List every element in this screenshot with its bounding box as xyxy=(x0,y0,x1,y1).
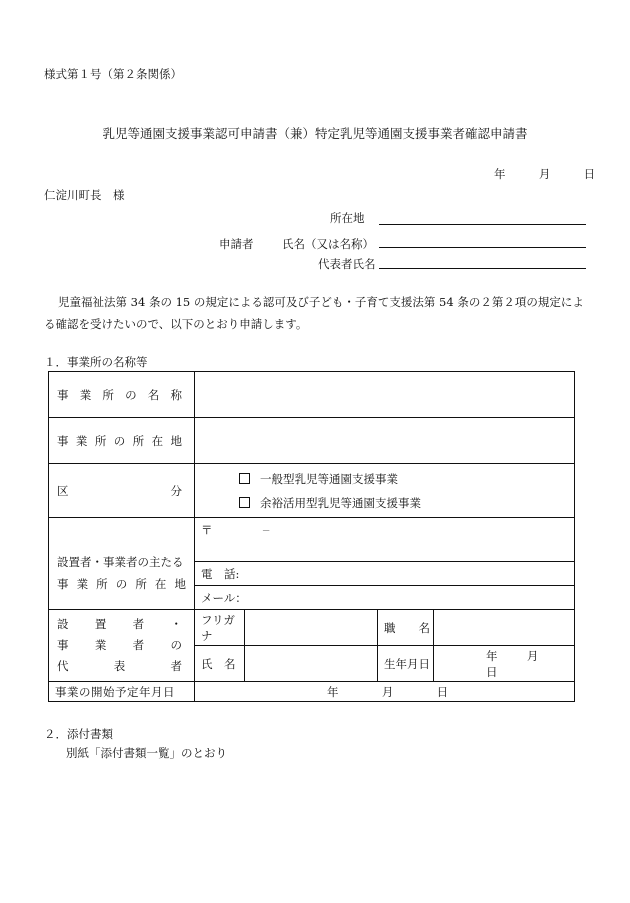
category-option-label: 一般型乳児等通園支援事業 xyxy=(260,471,398,486)
facility-name-field[interactable] xyxy=(195,372,575,418)
applicant-location-label: 所在地 xyxy=(330,211,365,225)
phone-label: 電 話: xyxy=(201,566,240,581)
rep-name-label: 氏 名 xyxy=(195,646,245,682)
facility-address-field[interactable] xyxy=(195,418,575,464)
start-date-field[interactable] xyxy=(195,682,575,702)
phone-field[interactable] xyxy=(195,562,575,586)
start-month-label: 月 xyxy=(381,684,394,699)
date-year-label: 年 xyxy=(494,167,506,181)
checkbox-icon[interactable] xyxy=(239,497,250,508)
application-statement: 児童福祉法第 34 条の 15 の規定による認可及び子ども・子育て支援法第 54 条の２第２項の規定による確認を受けたいので、以下のとおり申請します。 xyxy=(44,295,584,331)
start-day-label: 日 xyxy=(436,684,449,699)
table-row xyxy=(49,464,575,518)
email-label: メール： xyxy=(201,590,247,605)
dob-day-label: 日 xyxy=(486,664,498,679)
date-day-label: 日 xyxy=(583,167,596,181)
rep-name-field[interactable] xyxy=(245,646,378,682)
start-date-label: 事業の開始予定年月日 xyxy=(49,682,195,702)
applicant-location-field[interactable] xyxy=(379,224,586,225)
position-field[interactable] xyxy=(434,610,575,646)
category-option-label: 余裕活用型乳児等通園支援事業 xyxy=(260,495,421,510)
category-label xyxy=(49,464,195,518)
main-office-label xyxy=(49,518,195,610)
table-row xyxy=(49,518,575,562)
facility-name-label: 事業所の名称 xyxy=(49,372,195,418)
form-number: 様式第１号（第２条関係） xyxy=(44,67,182,81)
rep-label-line3: 代表者 xyxy=(57,659,182,673)
attachments-note: 別紙「添付書類一覧」のとおり xyxy=(66,746,227,760)
dob-year-label: 年 xyxy=(486,648,498,663)
submission-date xyxy=(494,166,595,182)
postal-mark: 〒 xyxy=(201,523,213,537)
rep-label-line2: 事業者の xyxy=(57,638,182,652)
dob-label: 生年月日 xyxy=(378,646,434,682)
postal-dash: － xyxy=(261,527,271,537)
category-label-right: 分 xyxy=(170,483,182,498)
email-field[interactable] xyxy=(195,586,575,610)
facility-info-table xyxy=(48,371,575,702)
table-row xyxy=(49,682,575,702)
addressee: 仁淀川町長 様 xyxy=(44,188,125,202)
main-office-label-line2: 事業所の所在地 xyxy=(57,576,186,591)
dob-field[interactable] xyxy=(434,646,575,682)
document-title: 乳児等通園支援事業認可申請書（兼）特定乳児等通園支援事業者確認申請書 xyxy=(102,126,528,141)
section1-heading: １．事業所の名称等 xyxy=(44,355,148,369)
applicant-rep-label: 代表者氏名 xyxy=(318,257,376,271)
applicant-name-label: 氏名（又は名称） xyxy=(282,237,374,251)
table-row xyxy=(49,610,575,646)
facility-address-label: 事業所の所在地 xyxy=(49,418,195,464)
representative-label xyxy=(49,610,195,682)
position-label: 職 名 xyxy=(378,610,434,646)
applicant-rep-field[interactable] xyxy=(379,268,586,269)
checkbox-icon[interactable] xyxy=(239,473,250,484)
table-row xyxy=(49,418,575,464)
category-option-general[interactable] xyxy=(239,467,574,491)
furigana-field[interactable] xyxy=(245,610,378,646)
applicant-name-field[interactable] xyxy=(379,247,586,248)
category-option-surplus[interactable] xyxy=(239,491,574,515)
date-month-label: 月 xyxy=(538,167,551,181)
start-year-label: 年 xyxy=(327,684,339,699)
category-options xyxy=(195,464,575,518)
rep-label-line1: 設置者・ xyxy=(57,617,182,631)
category-label-left: 区 xyxy=(57,483,69,498)
table-row xyxy=(49,372,575,418)
applicant-label: 申請者 xyxy=(219,237,254,251)
furigana-label: フリガナ xyxy=(195,610,245,646)
main-office-label-line1: 設置者・事業者の主たる xyxy=(57,554,184,569)
dob-month-label: 月 xyxy=(526,648,539,663)
section2-heading: ２．添付書類 xyxy=(44,727,113,741)
postal-code-field[interactable] xyxy=(195,518,575,562)
